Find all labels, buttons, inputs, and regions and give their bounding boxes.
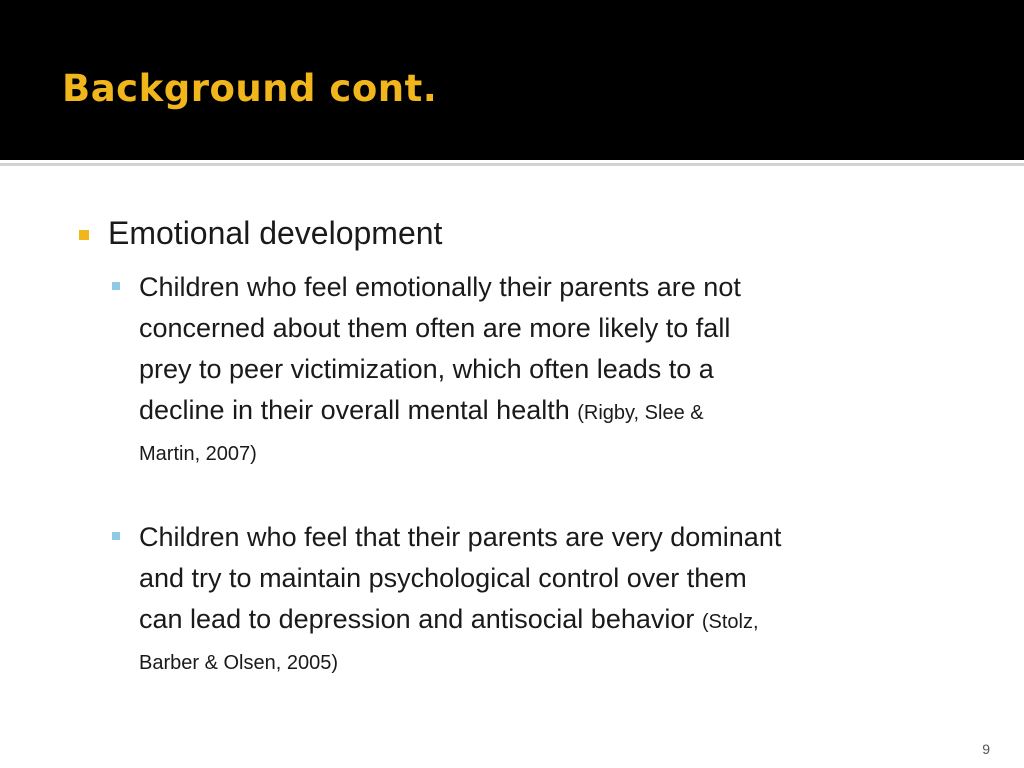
square-bullet-icon: [79, 230, 89, 240]
bullet-text-line: concerned about them often are more likely to fall: [139, 313, 731, 343]
bullet-item-2: [139, 517, 969, 684]
bullet-text-line: prey to peer victimization, which often leads to a: [139, 354, 714, 384]
citation: Martin, 2007): [139, 443, 257, 465]
bullet-text-line: and try to maintain psychological control over them: [139, 563, 747, 593]
header-divider: [0, 163, 1024, 166]
citation: (Rigby, Slee &: [577, 402, 704, 424]
slide-title: Background cont.: [62, 67, 438, 110]
page-number: 9: [982, 741, 990, 757]
bullet-text: decline in their overall mental health: [139, 395, 578, 425]
square-bullet-icon: [112, 532, 120, 540]
bullet-item-1: [139, 267, 969, 475]
bullet-level1: Emotional development: [108, 215, 443, 251]
bullet-text-line: [139, 599, 969, 643]
bullet-text-line: Children who feel that their parents are very dominant: [139, 522, 782, 552]
citation: (Stolz,: [701, 611, 759, 633]
bullet-text: can lead to depression and antisocial behavior: [139, 604, 702, 634]
square-bullet-icon: [112, 282, 120, 290]
title-bar: [0, 0, 1024, 160]
bullet-text-line: [139, 390, 969, 434]
bullet-text-line: Children who feel emotionally their parents are not: [139, 272, 741, 302]
citation: Barber & Olsen, 2005): [139, 652, 338, 674]
